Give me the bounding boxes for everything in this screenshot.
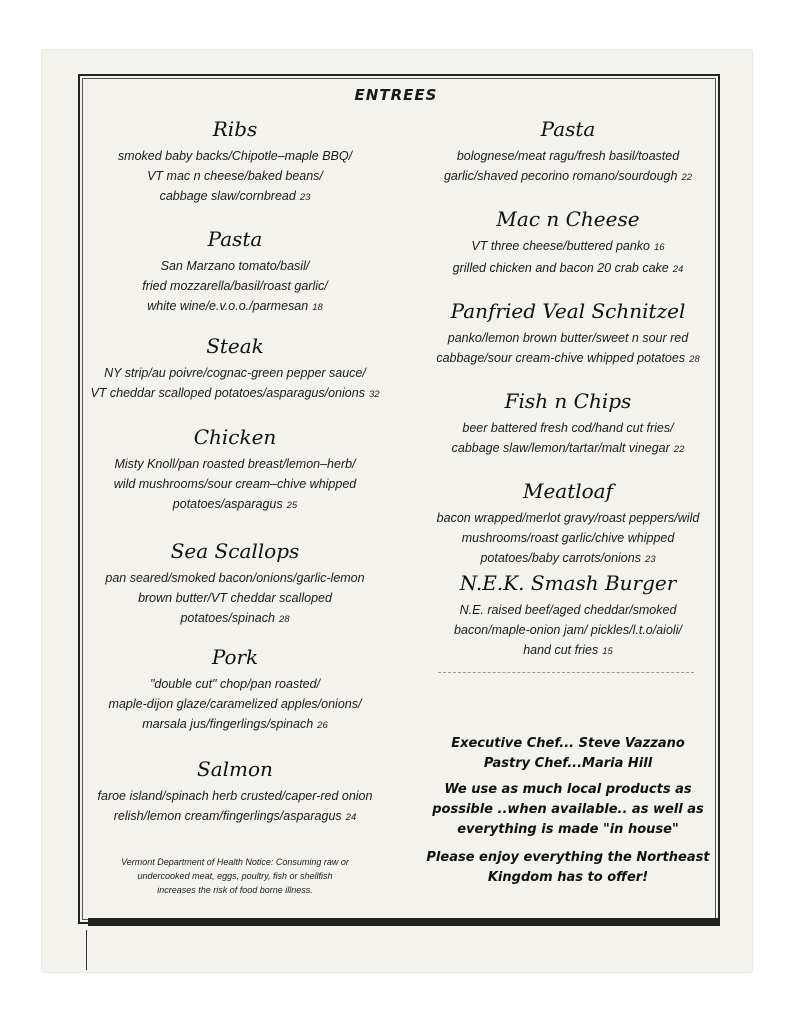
item-price: 23 <box>644 554 656 565</box>
item-name: Chicken <box>193 425 277 449</box>
item-desc-line: VT cheddar scalloped potatoes/asparagus/onions <box>90 386 365 400</box>
item-desc-line: beer battered fresh cod/hand cut fries/ <box>462 421 674 435</box>
item-price: 28 <box>278 614 290 625</box>
item-desc-line: fried mozzarella/basil/roast garlic/ <box>142 279 328 293</box>
item-desc-line: mushrooms/roast garlic/chive whipped <box>461 531 675 545</box>
notice-line: Vermont Department of Health Notice: Consuming raw or <box>121 857 349 867</box>
item-price: 22 <box>673 444 685 455</box>
menu-item-salmon <box>86 756 384 828</box>
item-desc-line: smoked baby backs/Chipotle–maple BBQ/ <box>117 149 353 163</box>
item-name: Pasta <box>540 117 596 141</box>
item-desc-line: bacon/maple-onion jam/ pickles/l.t.o/aioli/ <box>454 623 682 637</box>
item-desc-line: panko/lemon brown butter/sweet n sour red <box>447 331 689 345</box>
local-products-statement <box>418 780 718 840</box>
item-desc-line: bolognese/meat ragu/fresh basil/toasted <box>456 149 680 163</box>
item-desc-line: cabbage slaw/cornbread <box>159 189 296 203</box>
item-desc-line: potatoes/baby carrots/onions <box>480 551 641 565</box>
notice-line: undercooked meat, eggs, poultry, fish or shellfish <box>137 871 333 881</box>
item-desc-line: marsala jus/fingerlings/spinach <box>142 717 314 731</box>
menu-item-chicken <box>86 424 384 516</box>
menu-item-steak <box>86 333 384 405</box>
item-desc-line: potatoes/spinach <box>180 611 275 625</box>
item-price: 24 <box>672 264 684 275</box>
menu-item-ribs <box>86 116 384 208</box>
item-desc-line: cabbage slaw/lemon/tartar/malt vinegar <box>451 441 670 455</box>
item-desc-line: VT three cheese/buttered panko <box>471 239 650 253</box>
item-desc-line: NY strip/au poivre/cognac-green pepper sauce/ <box>104 366 366 380</box>
notice-line: increases the risk of food borne illness. <box>157 885 313 895</box>
menu-item-mac-n-cheese <box>418 206 718 280</box>
item-price: 15 <box>602 646 613 657</box>
health-notice <box>100 855 370 897</box>
menu-title: ENTREES <box>354 86 438 104</box>
item-desc-line: potatoes/asparagus <box>172 497 283 511</box>
item-desc-line: maple-dijon glaze/caramelized apples/onions/ <box>108 697 362 711</box>
item-name: Steak <box>206 334 264 358</box>
item-name: Panfried Veal Schnitzel <box>450 299 686 323</box>
item-name: Ribs <box>212 117 258 141</box>
item-name: Pork <box>211 645 259 669</box>
closing-message <box>418 848 718 888</box>
enjoy-line: Kingdom has to offer! <box>487 870 649 885</box>
menu-item-fish-n-chips <box>418 388 718 460</box>
item-desc-line: cabbage/sour cream-chive whipped potatoes <box>436 351 686 365</box>
item-price: 18 <box>312 302 323 313</box>
item-price: 28 <box>689 354 700 365</box>
item-name: Sea Scallops <box>170 539 300 563</box>
item-desc-line: wild mushrooms/sour cream–chive whipped <box>113 477 357 491</box>
item-desc-line: grilled chicken and bacon 20 crab cake <box>452 261 669 275</box>
item-desc-line: VT mac n cheese/baked beans/ <box>147 169 323 183</box>
menu-item-pasta-left <box>86 226 384 318</box>
item-name: Fish n Chips <box>504 389 632 413</box>
menu-item-sea-scallops <box>86 538 384 630</box>
local-line: We use as much local products as <box>444 782 692 797</box>
local-line: everything is made "in house" <box>457 822 679 837</box>
enjoy-line: Please enjoy everything the Northeast <box>426 850 710 865</box>
item-desc-line: garlic/shaved pecorino romano/sourdough <box>443 169 678 183</box>
item-desc-line: faroe island/spinach herb crusted/caper-red onion <box>97 789 373 803</box>
item-desc-line: relish/lemon cream/fingerlings/asparagus <box>113 809 342 823</box>
item-name: Pasta <box>207 227 263 251</box>
item-price: 23 <box>299 192 311 203</box>
menu-item-smash-burger <box>418 570 718 662</box>
item-price: 22 <box>681 172 693 183</box>
menu-item-meatloaf <box>418 478 718 570</box>
item-desc-line: hand cut fries <box>523 643 599 657</box>
item-desc-line: Misty Knoll/pan roasted breast/lemon–herb/ <box>114 457 356 471</box>
menu-item-pasta-right <box>418 116 718 188</box>
item-price: 25 <box>286 500 298 511</box>
menu-item-veal-schnitzel <box>418 298 718 370</box>
item-price: 26 <box>317 720 328 731</box>
item-price: 24 <box>345 812 357 823</box>
item-desc-line: "double cut" chop/pan roasted/ <box>149 677 321 691</box>
chef-credits <box>418 734 718 774</box>
item-name: Salmon <box>197 757 273 781</box>
item-name: Meatloaf <box>522 479 614 503</box>
item-desc-line: brown butter/VT cheddar scalloped <box>138 591 332 605</box>
item-price: 32 <box>368 389 380 400</box>
menu-item-pork <box>86 644 384 736</box>
divider <box>438 672 694 673</box>
item-name: Mac n Cheese <box>496 207 640 231</box>
item-name: N.E.K. Smash Burger <box>459 571 677 595</box>
item-desc-line: N.E. raised beef/aged cheddar/smoked <box>459 603 677 617</box>
chef-line: Pastry Chef...Maria Hill <box>483 756 653 771</box>
item-desc-line: bacon wrapped/merlot gravy/roast peppers/wild <box>436 511 700 525</box>
chef-line: Executive Chef... Steve Vazzano <box>451 736 685 751</box>
item-price: 16 <box>654 242 665 253</box>
local-line: possible ..when available.. as well as <box>432 802 704 817</box>
item-desc-line: white wine/e.v.o.o./parmesan <box>147 299 309 313</box>
item-desc-line: pan seared/smoked bacon/onions/garlic-lemon <box>105 571 365 585</box>
item-desc-line: San Marzano tomato/basil/ <box>160 259 310 273</box>
